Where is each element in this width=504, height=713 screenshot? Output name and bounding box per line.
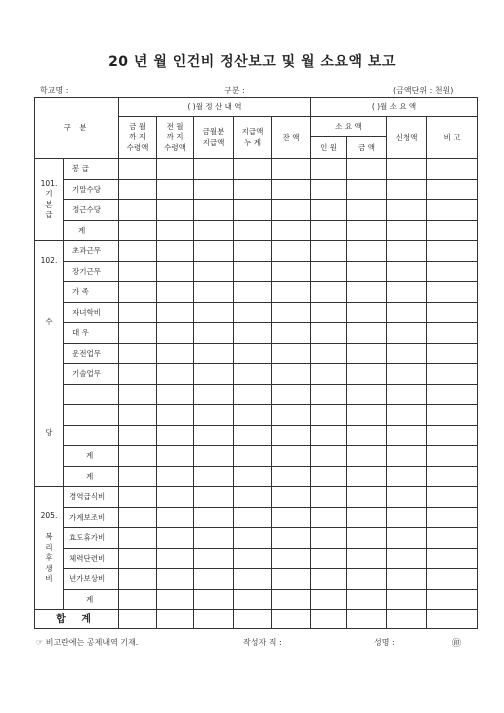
amount-input-cell[interactable] <box>387 364 427 385</box>
row-label-gyeongjo: 경역급식비 <box>64 487 119 508</box>
amount-input-cell[interactable] <box>234 200 272 221</box>
amount-input-cell[interactable] <box>194 548 234 569</box>
amount-input-cell[interactable] <box>119 610 157 629</box>
amount-input-cell[interactable] <box>387 569 427 590</box>
amount-input-cell[interactable] <box>157 610 194 629</box>
amount-input-cell[interactable] <box>427 282 478 303</box>
amount-input-cell[interactable] <box>157 261 194 282</box>
row-label-janggi: 장기근무 <box>64 261 119 282</box>
amount-input-cell[interactable] <box>234 487 272 508</box>
amount-input-cell[interactable] <box>427 425 478 446</box>
amount-input-cell[interactable] <box>387 528 427 549</box>
amount-input-cell[interactable] <box>387 487 427 508</box>
amount-input-cell[interactable] <box>311 364 347 385</box>
row-label-blank-3[interactable] <box>64 425 119 446</box>
amount-input-cell[interactable] <box>157 302 194 323</box>
amount-input-cell[interactable] <box>157 364 194 385</box>
amount-input-cell[interactable] <box>234 179 272 200</box>
row-label-subtotal-102a: 계 <box>64 446 119 467</box>
amount-input-cell[interactable] <box>157 323 194 344</box>
amount-input-cell[interactable] <box>194 343 234 364</box>
amount-input-cell[interactable] <box>387 405 427 426</box>
amount-input-cell[interactable] <box>427 220 478 241</box>
amount-input-cell[interactable] <box>427 507 478 528</box>
amount-input-cell[interactable] <box>347 220 387 241</box>
amount-input-cell[interactable] <box>194 487 234 508</box>
amount-input-cell[interactable] <box>427 200 478 221</box>
amount-input-cell[interactable] <box>347 323 387 344</box>
amount-input-cell[interactable] <box>272 282 311 303</box>
amount-input-cell[interactable] <box>157 569 194 590</box>
amount-input-cell[interactable] <box>194 446 234 467</box>
header-need-group: ( )월 소 요 액 <box>311 98 478 117</box>
amount-input-cell[interactable] <box>387 282 427 303</box>
amount-input-cell[interactable] <box>387 159 427 180</box>
amount-input-cell[interactable] <box>311 589 347 610</box>
amount-input-cell[interactable] <box>387 261 427 282</box>
amount-input-cell[interactable] <box>119 302 157 323</box>
school-name-label: 학교명 : <box>40 86 69 95</box>
amount-input-cell[interactable] <box>119 487 157 508</box>
amount-input-cell[interactable] <box>272 548 311 569</box>
amount-input-cell[interactable] <box>347 343 387 364</box>
amount-input-cell[interactable] <box>387 179 427 200</box>
amount-input-cell[interactable] <box>347 548 387 569</box>
amount-input-cell[interactable] <box>194 364 234 385</box>
header-gubun: 구 분 <box>35 98 119 159</box>
amount-input-cell[interactable] <box>157 528 194 549</box>
amount-input-cell[interactable] <box>311 487 347 508</box>
amount-input-cell[interactable] <box>272 589 311 610</box>
header-settlement-group: ( )월 정 산 내 역 <box>119 98 311 117</box>
amount-input-cell[interactable] <box>194 200 234 221</box>
header-people: 인 원 <box>311 137 347 159</box>
header-balance: 잔 액 <box>272 117 311 159</box>
row-label-chogwa: 초과근무 <box>64 241 119 262</box>
amount-input-cell[interactable] <box>119 261 157 282</box>
amount-input-cell[interactable] <box>311 446 347 467</box>
amount-input-cell[interactable] <box>311 323 347 344</box>
amount-input-cell[interactable] <box>427 384 478 405</box>
document-title: 20 년 월 인건비 정산보고 및 월 소요액 보고 <box>108 54 396 70</box>
amount-input-cell[interactable] <box>311 569 347 590</box>
amount-input-cell[interactable] <box>347 405 387 426</box>
row-label-daewoo: 대 우 <box>64 323 119 344</box>
remark-note: ☞ 비고란에는 공제내역 기재. <box>36 638 139 647</box>
amount-input-cell[interactable] <box>347 364 387 385</box>
amount-input-cell[interactable] <box>272 241 311 262</box>
amount-input-cell[interactable] <box>119 364 157 385</box>
amount-input-cell[interactable] <box>272 405 311 426</box>
amount-input-cell[interactable] <box>427 302 478 323</box>
amount-input-cell[interactable] <box>119 569 157 590</box>
amount-input-cell[interactable] <box>157 446 194 467</box>
amount-input-cell[interactable] <box>194 282 234 303</box>
amount-input-cell[interactable] <box>272 446 311 467</box>
amount-input-cell[interactable] <box>119 528 157 549</box>
amount-input-cell[interactable] <box>347 466 387 487</box>
row-label-gisul: 기술업무 <box>64 364 119 385</box>
amount-input-cell[interactable] <box>272 220 311 241</box>
row-label-gimal: 기말수당 <box>64 179 119 200</box>
amount-input-cell[interactable] <box>387 343 427 364</box>
amount-input-cell[interactable] <box>387 466 427 487</box>
amount-input-cell[interactable] <box>234 261 272 282</box>
amount-input-cell[interactable] <box>427 569 478 590</box>
amount-input-cell[interactable] <box>157 384 194 405</box>
amount-input-cell[interactable] <box>347 487 387 508</box>
amount-input-cell[interactable] <box>311 261 347 282</box>
category-label: 구분 : <box>224 86 245 95</box>
header-need-amount: 소 요 액 <box>311 117 387 137</box>
amount-input-cell[interactable] <box>427 405 478 426</box>
amount-input-cell[interactable] <box>157 220 194 241</box>
amount-input-cell[interactable] <box>387 384 427 405</box>
amount-input-cell[interactable] <box>234 343 272 364</box>
amount-input-cell[interactable] <box>234 466 272 487</box>
amount-input-cell[interactable] <box>347 261 387 282</box>
amount-input-cell[interactable] <box>194 610 234 629</box>
amount-input-cell[interactable] <box>387 220 427 241</box>
header-prev-month-received: 전 월 까 지 수령액 <box>157 117 194 159</box>
amount-input-cell[interactable] <box>272 343 311 364</box>
amount-input-cell[interactable] <box>234 364 272 385</box>
amount-input-cell[interactable] <box>311 405 347 426</box>
amount-input-cell[interactable] <box>387 200 427 221</box>
amount-input-cell[interactable] <box>311 343 347 364</box>
amount-input-cell[interactable] <box>272 323 311 344</box>
amount-input-cell[interactable] <box>119 343 157 364</box>
amount-input-cell[interactable] <box>194 528 234 549</box>
amount-input-cell[interactable] <box>347 528 387 549</box>
amount-input-cell[interactable] <box>272 179 311 200</box>
amount-input-cell[interactable] <box>347 241 387 262</box>
amount-input-cell[interactable] <box>157 343 194 364</box>
amount-input-cell[interactable] <box>234 548 272 569</box>
header-paid-cumulative: 지급액 누 계 <box>234 117 272 159</box>
amount-input-cell[interactable] <box>157 241 194 262</box>
amount-input-cell[interactable] <box>234 589 272 610</box>
amount-input-cell[interactable] <box>272 487 311 508</box>
amount-input-cell[interactable] <box>272 569 311 590</box>
row-label-bongeup: 봉 급 <box>64 159 119 180</box>
amount-input-cell[interactable] <box>427 610 478 629</box>
amount-input-cell[interactable] <box>387 548 427 569</box>
amount-input-cell[interactable] <box>194 466 234 487</box>
group-101-basic-pay: 101. 기 본 급 <box>35 159 64 241</box>
amount-input-cell[interactable] <box>194 302 234 323</box>
amount-input-cell[interactable] <box>157 548 194 569</box>
amount-input-cell[interactable] <box>427 466 478 487</box>
row-label-gajok: 가 족 <box>64 282 119 303</box>
amount-input-cell[interactable] <box>234 528 272 549</box>
amount-input-cell[interactable] <box>157 507 194 528</box>
amount-input-cell[interactable] <box>427 261 478 282</box>
row-label-blank-2[interactable] <box>64 405 119 426</box>
amount-input-cell[interactable] <box>347 589 387 610</box>
row-label-nyeonga: 년가보상비 <box>64 569 119 590</box>
amount-input-cell[interactable] <box>194 569 234 590</box>
amount-input-cell[interactable] <box>311 425 347 446</box>
amount-input-cell[interactable] <box>157 589 194 610</box>
amount-input-cell[interactable] <box>194 241 234 262</box>
amount-input-cell[interactable] <box>427 343 478 364</box>
amount-input-cell[interactable] <box>347 159 387 180</box>
row-label-grand-total: 합 계 <box>35 610 119 629</box>
row-label-subtotal-102b: 계 <box>64 466 119 487</box>
amount-input-cell[interactable] <box>272 466 311 487</box>
amount-unit-label: (금액단위 : 천원) <box>393 86 454 95</box>
amount-input-cell[interactable] <box>234 569 272 590</box>
amount-input-cell[interactable] <box>387 589 427 610</box>
row-label-gagye: 가계보조비 <box>64 507 119 528</box>
amount-input-cell[interactable] <box>311 159 347 180</box>
header-remark: 비 고 <box>427 117 478 159</box>
amount-input-cell[interactable] <box>427 446 478 467</box>
amount-input-cell[interactable] <box>427 589 478 610</box>
amount-input-cell[interactable] <box>387 507 427 528</box>
amount-input-cell[interactable] <box>234 405 272 426</box>
amount-input-cell[interactable] <box>427 364 478 385</box>
amount-input-cell[interactable] <box>272 384 311 405</box>
amount-input-cell[interactable] <box>272 302 311 323</box>
amount-input-cell[interactable] <box>272 364 311 385</box>
amount-input-cell[interactable] <box>234 159 272 180</box>
row-label-janyeo: 자녀학비 <box>64 302 119 323</box>
amount-input-cell[interactable] <box>387 425 427 446</box>
amount-input-cell[interactable] <box>119 446 157 467</box>
amount-input-cell[interactable] <box>311 220 347 241</box>
amount-input-cell[interactable] <box>347 282 387 303</box>
amount-input-cell[interactable] <box>311 610 347 629</box>
writer-position-label: 작성자 직 : <box>243 638 282 647</box>
row-label-hyodo: 효도휴가비 <box>64 528 119 549</box>
amount-input-cell[interactable] <box>234 220 272 241</box>
amount-input-cell[interactable] <box>194 384 234 405</box>
row-label-unjeon: 운전업무 <box>64 343 119 364</box>
amount-input-cell[interactable] <box>119 425 157 446</box>
amount-input-cell[interactable] <box>311 302 347 323</box>
amount-input-cell[interactable] <box>194 159 234 180</box>
amount-input-cell[interactable] <box>347 610 387 629</box>
amount-input-cell[interactable] <box>194 179 234 200</box>
amount-input-cell[interactable] <box>311 466 347 487</box>
amount-input-cell[interactable] <box>157 200 194 221</box>
amount-input-cell[interactable] <box>194 425 234 446</box>
amount-input-cell[interactable] <box>272 610 311 629</box>
row-label-blank-1[interactable] <box>64 384 119 405</box>
amount-input-cell[interactable] <box>427 548 478 569</box>
row-label-cheryeok: 체력단련비 <box>64 548 119 569</box>
amount-input-cell[interactable] <box>272 528 311 549</box>
amount-input-cell[interactable] <box>234 302 272 323</box>
amount-input-cell[interactable] <box>347 446 387 467</box>
amount-input-cell[interactable] <box>119 220 157 241</box>
amount-input-cell[interactable] <box>347 569 387 590</box>
amount-input-cell[interactable] <box>234 241 272 262</box>
amount-input-cell[interactable] <box>119 159 157 180</box>
amount-input-cell[interactable] <box>234 446 272 467</box>
row-label-subtotal-101: 계 <box>64 220 119 241</box>
amount-input-cell[interactable] <box>347 179 387 200</box>
row-label-jeonggeun: 정근수당 <box>64 200 119 221</box>
amount-input-cell[interactable] <box>157 487 194 508</box>
amount-input-cell[interactable] <box>272 159 311 180</box>
amount-input-cell[interactable] <box>119 179 157 200</box>
amount-input-cell[interactable] <box>157 466 194 487</box>
amount-input-cell[interactable] <box>272 200 311 221</box>
amount-input-cell[interactable] <box>387 302 427 323</box>
amount-input-cell[interactable] <box>234 384 272 405</box>
amount-input-cell[interactable] <box>311 241 347 262</box>
amount-input-cell[interactable] <box>311 200 347 221</box>
amount-input-cell[interactable] <box>234 425 272 446</box>
amount-input-cell[interactable] <box>427 159 478 180</box>
amount-input-cell[interactable] <box>119 589 157 610</box>
amount-input-cell[interactable] <box>157 425 194 446</box>
amount-input-cell[interactable] <box>119 200 157 221</box>
amount-input-cell[interactable] <box>387 323 427 344</box>
amount-input-cell[interactable] <box>119 323 157 344</box>
amount-input-cell[interactable] <box>119 384 157 405</box>
amount-input-cell[interactable] <box>234 610 272 629</box>
header-request-amount: 신청액 <box>387 117 427 159</box>
amount-input-cell[interactable] <box>311 384 347 405</box>
amount-input-cell[interactable] <box>119 507 157 528</box>
amount-input-cell[interactable] <box>427 528 478 549</box>
amount-input-cell[interactable] <box>119 241 157 262</box>
amount-input-cell[interactable] <box>387 610 427 629</box>
amount-input-cell[interactable] <box>194 261 234 282</box>
amount-input-cell[interactable] <box>311 528 347 549</box>
amount-input-cell[interactable] <box>272 261 311 282</box>
group-205-welfare: 205. 복 리 후 생 비 <box>35 487 64 610</box>
amount-input-cell[interactable] <box>427 323 478 344</box>
row-label-subtotal-205: 계 <box>64 589 119 610</box>
amount-input-cell[interactable] <box>427 179 478 200</box>
group-102-allowance: 102. 수 당 <box>35 241 64 487</box>
amount-input-cell[interactable] <box>347 302 387 323</box>
amount-input-cell[interactable] <box>119 548 157 569</box>
amount-input-cell[interactable] <box>119 282 157 303</box>
header-this-month-paid: 금월분 지급액 <box>194 117 234 159</box>
amount-input-cell[interactable] <box>387 241 427 262</box>
amount-input-cell[interactable] <box>194 323 234 344</box>
amount-input-cell[interactable] <box>311 282 347 303</box>
writer-name-label: 성명 : <box>374 638 395 647</box>
seal-icon: ㊞ <box>452 639 462 649</box>
header-amount: 금 액 <box>347 137 387 159</box>
amount-input-cell[interactable] <box>157 405 194 426</box>
amount-input-cell[interactable] <box>311 507 347 528</box>
amount-input-cell[interactable] <box>272 425 311 446</box>
amount-input-cell[interactable] <box>234 323 272 344</box>
amount-input-cell[interactable] <box>194 507 234 528</box>
amount-input-cell[interactable] <box>347 425 387 446</box>
amount-input-cell[interactable] <box>427 487 478 508</box>
amount-input-cell[interactable] <box>347 200 387 221</box>
header-this-month-received: 금 월 까 지 수령액 <box>119 117 157 159</box>
amount-input-cell[interactable] <box>347 384 387 405</box>
amount-input-cell[interactable] <box>119 466 157 487</box>
amount-input-cell[interactable] <box>311 548 347 569</box>
amount-input-cell[interactable] <box>347 507 387 528</box>
amount-input-cell[interactable] <box>194 220 234 241</box>
amount-input-cell[interactable] <box>194 589 234 610</box>
amount-input-cell[interactable] <box>311 179 347 200</box>
amount-input-cell[interactable] <box>157 282 194 303</box>
amount-input-cell[interactable] <box>234 507 272 528</box>
amount-input-cell[interactable] <box>387 446 427 467</box>
amount-input-cell[interactable] <box>157 159 194 180</box>
amount-input-cell[interactable] <box>194 405 234 426</box>
amount-input-cell[interactable] <box>157 179 194 200</box>
amount-input-cell[interactable] <box>272 507 311 528</box>
settlement-form-table <box>34 97 478 629</box>
amount-input-cell[interactable] <box>119 405 157 426</box>
amount-input-cell[interactable] <box>427 241 478 262</box>
amount-input-cell[interactable] <box>234 282 272 303</box>
